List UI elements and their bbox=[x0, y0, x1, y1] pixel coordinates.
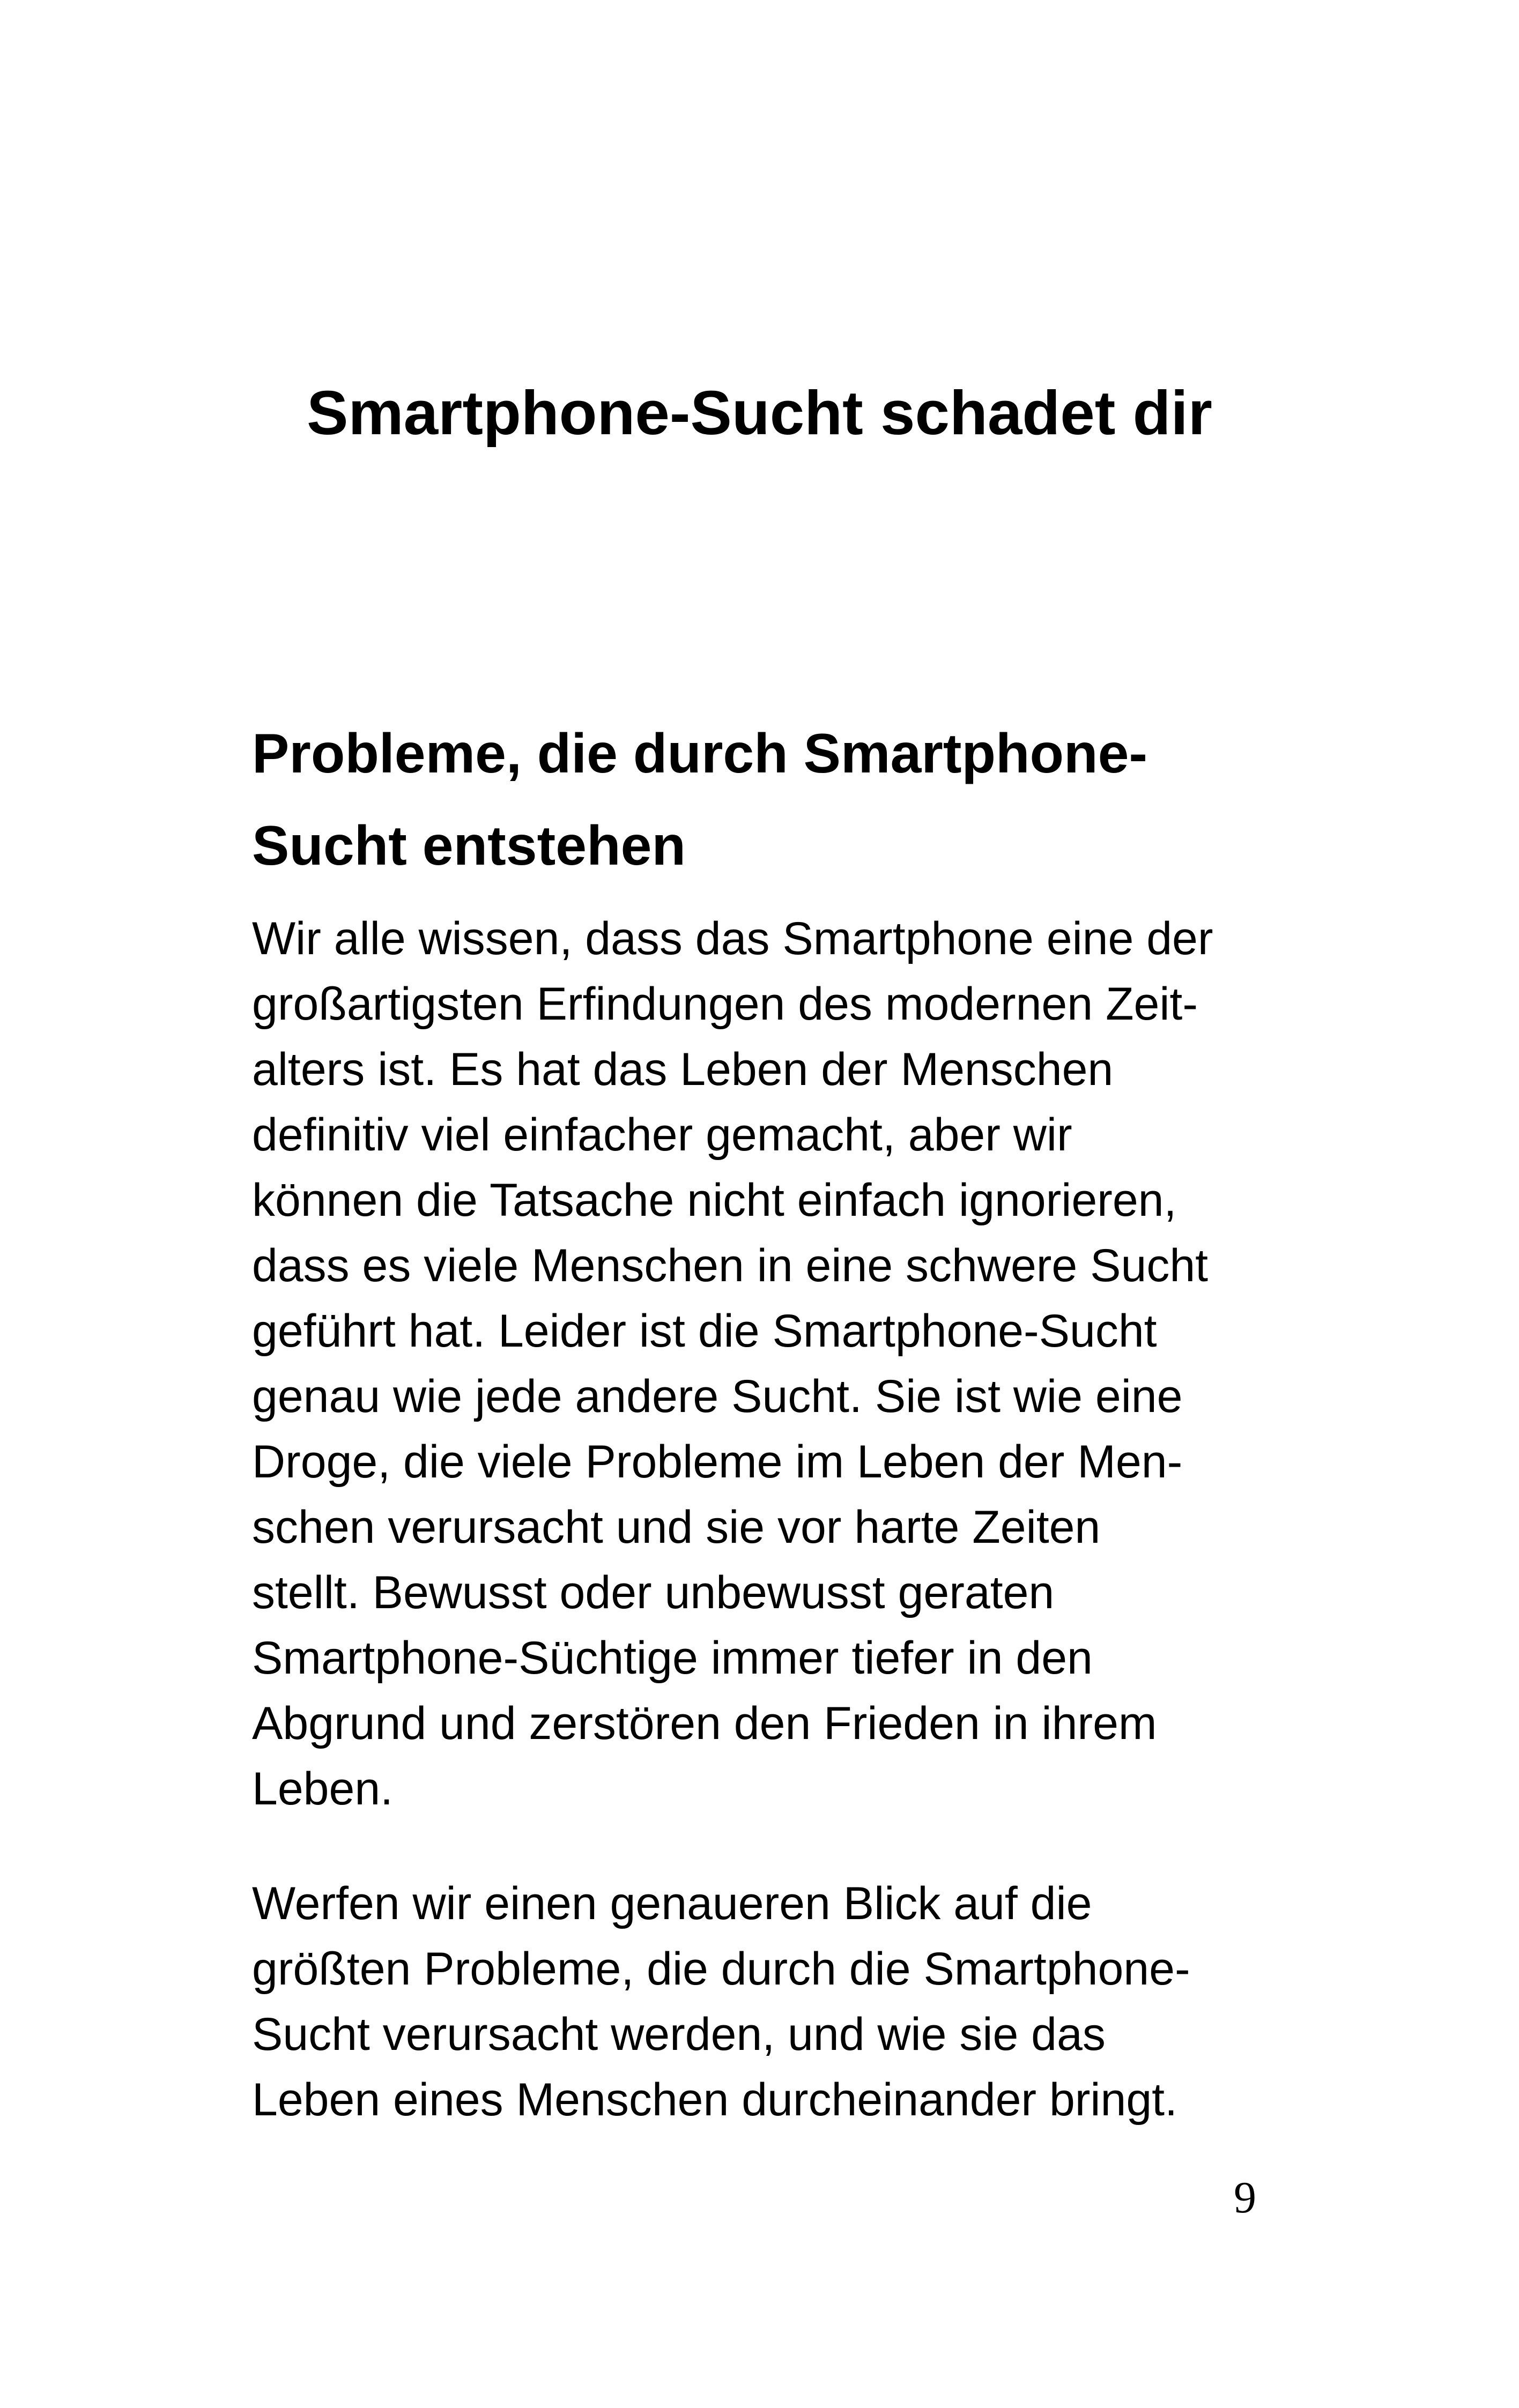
text-line: genau wie jede andere Sucht. Sie ist wie eine bbox=[252, 1371, 1183, 1422]
text-line: Sucht verursacht werden, und wie sie das bbox=[252, 2009, 1106, 2060]
text-line: schen verursacht und sie vor harte Zeiten bbox=[252, 1502, 1101, 1553]
page-number: 9 bbox=[1234, 2173, 1256, 2223]
text-line: geführt hat. Leider ist die Smartphone-Sucht bbox=[252, 1305, 1157, 1357]
text-line: Leben eines Menschen durcheinander bringt. bbox=[252, 2074, 1177, 2125]
text-line: großartigsten Erfindungen des modernen Zeit- bbox=[252, 978, 1198, 1030]
body-paragraph-1 bbox=[252, 906, 1298, 1822]
text-line: können die Tatsache nicht einfach ignorieren, bbox=[252, 1175, 1177, 1226]
text-line: Wir alle wissen, dass das Smartphone eine der bbox=[252, 913, 1213, 964]
text-line: Smartphone-Süchtige immer tiefer in den bbox=[252, 1632, 1093, 1684]
body-paragraph-2 bbox=[252, 1871, 1298, 2132]
text-line: alters ist. Es hat das Leben der Menschen bbox=[252, 1044, 1114, 1095]
text-line: größten Probleme, die durch die Smartphone- bbox=[252, 1943, 1190, 1995]
text-line: Abgrund und zerstören den Frieden in ihrem bbox=[252, 1698, 1157, 1749]
section-heading-line: Probleme, die durch Smartphone- bbox=[252, 723, 1148, 785]
text-line: dass es viele Menschen in eine schwere Sucht bbox=[252, 1240, 1209, 1291]
text-line: Werfen wir einen genaueren Blick auf die bbox=[252, 1878, 1092, 1929]
text-line: Droge, die viele Probleme im Leben der Men- bbox=[252, 1436, 1183, 1488]
chapter-title: Smartphone-Sucht schadet dir bbox=[307, 378, 1212, 448]
section-heading-line: Sucht entstehen bbox=[252, 815, 686, 877]
text-line: stellt. Bewusst oder unbewusst geraten bbox=[252, 1567, 1055, 1618]
section-heading bbox=[252, 708, 1298, 892]
text-line: Leben. bbox=[252, 1763, 394, 1815]
text-line: definitiv viel einfacher gemacht, aber wir bbox=[252, 1109, 1072, 1161]
